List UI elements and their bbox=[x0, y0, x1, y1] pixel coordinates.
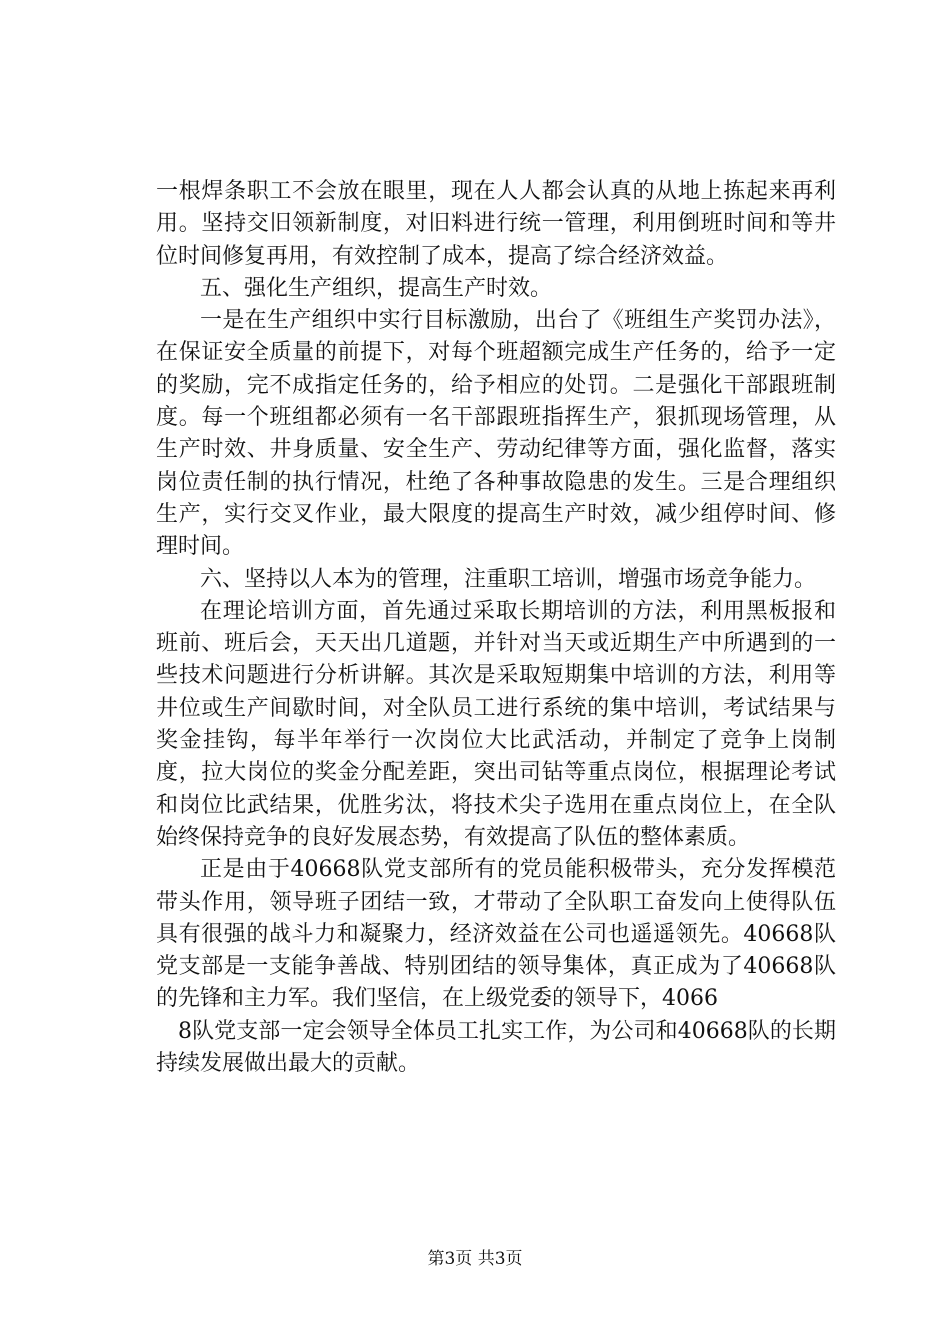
paragraph-closing: 8队党支部一定会领导全体员工扎实工作，为公司和40668队的长期持续发展做出最大的贡献。 bbox=[156, 1018, 836, 1077]
section-heading-6: 六、坚持以人本为的管理，注重职工培训，增强市场竞争能力。 bbox=[200, 566, 817, 592]
page-footer: 第3页 共3页 bbox=[427, 1249, 523, 1269]
paragraph-training: 在理论培训方面，首先通过采取长期培训的方法，利用黑板报和班前、班后会，天天出几道题，并针对当天或近期生产中所遇到的一些技术问题进行分析讲解。其次是采取短期集中培训的方法，利用等井位或生产间歇时间，对全队员工进行系统的集中培训，考试结果与奖金挂钩，每半年举行一次岗位大比武活动，并制定了竞争上岗制度，拉大岗位的奖金分配差距，突出司钻等重点岗位，根据理论考试和岗位比武结果，优胜劣汰，将技术尖子选用在重点岗位上，在全队始终保持竞争的良好发展态势，有效提高了队伍的整体素质。 bbox=[156, 598, 836, 850]
paragraph-production-organization: 一是在生产组织中实行目标激励，出台了《班组生产奖罚办法》，在保证安全质量的前提下，对每个班超额完成生产任务的，给予一定的奖励，完不成指定任务的，给予相应的处罚。二是强化干部跟班制度。每一个班组都必须有一名干部跟班指挥生产，狠抓现场管理，从生产时效、井身质量、安全生产、劳动纪律等方面，强化监督，落实岗位责任制的执行情况，杜绝了各种事故隐患的发生。三是合理组织生产，实行交叉作业，最大限度的提高生产时效，减少组停时间、修理时间。 bbox=[156, 308, 836, 560]
section-heading-5: 五、强化生产组织，提高生产时效。 bbox=[200, 275, 553, 301]
paragraph-party-branch: 正是由于40668队党支部所有的党员能积极带头，充分发挥模范带头作用，领导班子团结一致，才带动了全队职工奋发向上使得队伍具有很强的战斗力和凝聚力，经济效益在公司也遥遥领先。40668队党支部是一支能争善战、特别团结的领导集体，真正成为了40668队的先锋和主力军。我们坚信，在上级党委的领导下，4066 bbox=[156, 857, 836, 1012]
document-body bbox=[156, 176, 836, 1080]
paragraph-cost-control: 一根焊条职工不会放在眼里，现在人人都会认真的从地上拣起来再利用。坚持交旧领新制度，对旧料进行统一管理，利用倒班时间和等井位时间修复再用，有效控制了成本，提高了综合经济效益。 bbox=[156, 179, 836, 269]
